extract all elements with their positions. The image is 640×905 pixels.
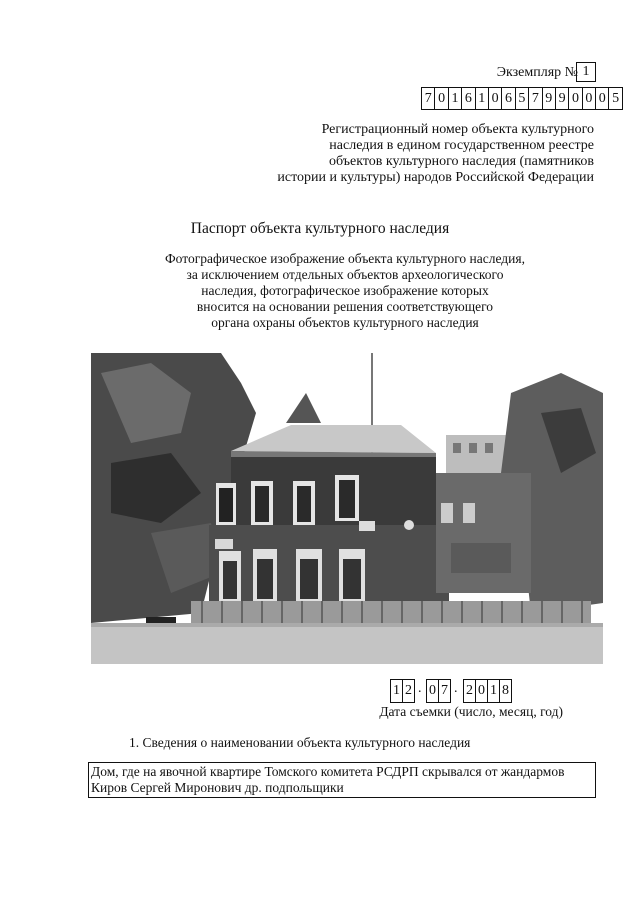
shoot-date-day [390,679,415,703]
copy-number-label: Экземпляр № [496,65,578,80]
registration-digit: 7 [422,88,435,109]
registration-digit: 9 [543,88,556,109]
registration-digit: 1 [449,88,462,109]
photo-caption-line: наследия, фотографическое изображение которых [201,283,489,298]
date-digit: 7 [439,680,451,702]
section-1-heading: 1. Сведения о наименовании объекта культурного наследия [129,735,471,750]
object-name-field: Дом, где на явочной квартире Томского комитета РСДРП скрывался от жандармов Киров Сергей Миронович др. подпольщики [88,762,596,798]
date-separator: . [418,681,422,696]
photo-caption-line: органа охраны объектов культурного наследия [211,315,479,330]
building-photo [91,353,603,664]
date-digit: 1 [391,680,403,702]
reg-desc-line: объектов культурного наследия (памятников [329,154,594,169]
registration-digit: 6 [502,88,515,109]
registration-digit: 0 [489,88,502,109]
reg-desc-line: истории и культуры) народов Российской Федерации [277,170,594,185]
photo-caption-line: вносится на основании решения соответствующего [196,299,494,314]
date-digit: 2 [464,680,476,702]
registration-digit: 9 [556,88,569,109]
passport-title: Паспорт объекта культурного наследия [190,220,450,237]
date-digit: 0 [427,680,439,702]
reg-desc-line: Регистрационный номер объекта культурного [321,122,594,137]
registration-digit: 0 [583,88,596,109]
reg-desc-line: наследия в едином государственном реестре [329,138,594,153]
photo-caption [150,251,540,331]
registration-number-cells [421,87,623,110]
registration-digit: 0 [435,88,448,109]
date-digit: 0 [476,680,488,702]
photo-caption-line: Фотографическое изображение объекта культурного наследия, [165,251,525,266]
shoot-date-label: Дата съемки (число, месяц, год) [379,704,563,719]
registration-digit: 5 [609,88,622,109]
shoot-date-month [426,679,451,703]
registration-digit: 7 [529,88,542,109]
date-digit: 8 [500,680,512,702]
shoot-date-year [463,679,512,703]
registration-digit: 6 [462,88,475,109]
registration-digit: 1 [476,88,489,109]
registration-digit: 5 [516,88,529,109]
copy-number-box: 1 [576,62,596,82]
registration-digit: 0 [569,88,582,109]
date-digit: 2 [403,680,415,702]
registration-number-description [264,122,594,186]
date-digit: 1 [488,680,500,702]
photo-caption-line: за исключением отдельных объектов археологического [186,267,504,282]
registration-digit: 0 [596,88,609,109]
date-separator: . [454,681,458,696]
